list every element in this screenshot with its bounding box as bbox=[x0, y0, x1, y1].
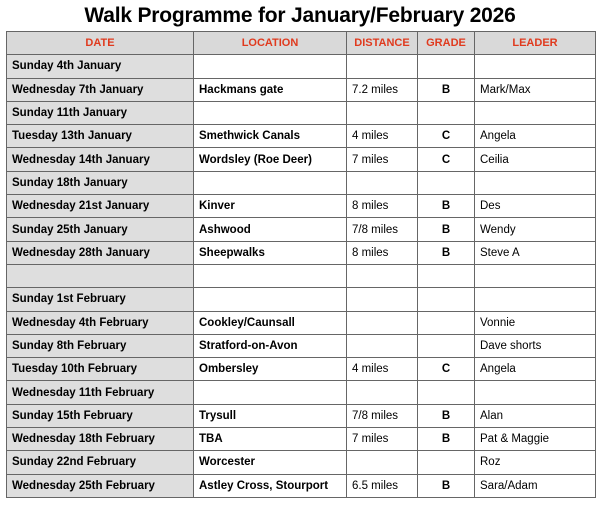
header-distance: DISTANCE bbox=[347, 32, 418, 55]
table-row bbox=[7, 55, 596, 78]
date-cell bbox=[7, 264, 194, 287]
header-date: DATE bbox=[7, 32, 194, 55]
table-row bbox=[7, 264, 596, 287]
grade-cell bbox=[418, 288, 475, 311]
location-cell: Kinver bbox=[194, 195, 347, 218]
grade-cell: B bbox=[418, 241, 475, 264]
distance-cell bbox=[347, 451, 418, 474]
date-cell: Wednesday 21st January bbox=[7, 195, 194, 218]
date-cell: Tuesday 10th February bbox=[7, 358, 194, 381]
date-cell: Sunday 1st February bbox=[7, 288, 194, 311]
grade-cell: B bbox=[418, 195, 475, 218]
table-row bbox=[7, 358, 596, 381]
table-row bbox=[7, 334, 596, 357]
distance-cell: 6.5 miles bbox=[347, 474, 418, 497]
distance-cell bbox=[347, 171, 418, 194]
location-cell: Smethwick Canals bbox=[194, 125, 347, 148]
table-row bbox=[7, 381, 596, 404]
leader-cell bbox=[475, 288, 596, 311]
location-cell: Sheepwalks bbox=[194, 241, 347, 264]
grade-cell bbox=[418, 311, 475, 334]
leader-cell: Angela bbox=[475, 125, 596, 148]
location-cell bbox=[194, 381, 347, 404]
location-cell: Worcester bbox=[194, 451, 347, 474]
header-location: LOCATION bbox=[194, 32, 347, 55]
date-cell: Wednesday 14th January bbox=[7, 148, 194, 171]
date-cell: Sunday 18th January bbox=[7, 171, 194, 194]
date-cell: Sunday 15th February bbox=[7, 404, 194, 427]
date-cell: Wednesday 28th January bbox=[7, 241, 194, 264]
grade-cell bbox=[418, 381, 475, 404]
grade-cell: B bbox=[418, 404, 475, 427]
leader-cell: Dave shorts bbox=[475, 334, 596, 357]
date-cell: Wednesday 11th February bbox=[7, 381, 194, 404]
grade-cell: C bbox=[418, 125, 475, 148]
leader-cell bbox=[475, 264, 596, 287]
distance-cell: 7/8 miles bbox=[347, 404, 418, 427]
grade-cell: C bbox=[418, 358, 475, 381]
table-row bbox=[7, 311, 596, 334]
page-title: Walk Programme for January/February 2026 bbox=[84, 4, 516, 27]
table-row bbox=[7, 241, 596, 264]
date-cell: Sunday 25th January bbox=[7, 218, 194, 241]
leader-cell bbox=[475, 55, 596, 78]
location-cell bbox=[194, 55, 347, 78]
location-cell: Ashwood bbox=[194, 218, 347, 241]
date-cell: Wednesday 7th January bbox=[7, 78, 194, 101]
distance-cell: 7.2 miles bbox=[347, 78, 418, 101]
location-cell: Trysull bbox=[194, 404, 347, 427]
grade-cell bbox=[418, 451, 475, 474]
location-cell bbox=[194, 288, 347, 311]
distance-cell: 7 miles bbox=[347, 428, 418, 451]
date-cell: Tuesday 13th January bbox=[7, 125, 194, 148]
grade-cell: B bbox=[418, 78, 475, 101]
table-row bbox=[7, 428, 596, 451]
leader-cell: Ceilia bbox=[475, 148, 596, 171]
grade-cell bbox=[418, 101, 475, 124]
location-cell: Wordsley (Roe Deer) bbox=[194, 148, 347, 171]
leader-cell: Vonnie bbox=[475, 311, 596, 334]
leader-cell bbox=[475, 381, 596, 404]
date-cell: Wednesday 4th February bbox=[7, 311, 194, 334]
distance-cell: 8 miles bbox=[347, 241, 418, 264]
table-row bbox=[7, 78, 596, 101]
table-row bbox=[7, 404, 596, 427]
location-cell: Ombersley bbox=[194, 358, 347, 381]
distance-cell bbox=[347, 264, 418, 287]
distance-cell: 7/8 miles bbox=[347, 218, 418, 241]
location-cell bbox=[194, 101, 347, 124]
table-row bbox=[7, 148, 596, 171]
location-cell bbox=[194, 171, 347, 194]
distance-cell: 7 miles bbox=[347, 148, 418, 171]
leader-cell: Mark/Max bbox=[475, 78, 596, 101]
leader-cell: Steve A bbox=[475, 241, 596, 264]
leader-cell bbox=[475, 171, 596, 194]
date-cell: Wednesday 18th February bbox=[7, 428, 194, 451]
table-row bbox=[7, 451, 596, 474]
leader-cell: Alan bbox=[475, 404, 596, 427]
grade-cell bbox=[418, 55, 475, 78]
location-cell: Astley Cross, Stourport bbox=[194, 474, 347, 497]
date-cell: Sunday 4th January bbox=[7, 55, 194, 78]
distance-cell bbox=[347, 311, 418, 334]
date-cell: Sunday 22nd February bbox=[7, 451, 194, 474]
leader-cell bbox=[475, 101, 596, 124]
grade-cell bbox=[418, 171, 475, 194]
leader-cell: Sara/Adam bbox=[475, 474, 596, 497]
table-row bbox=[7, 101, 596, 124]
table-row bbox=[7, 288, 596, 311]
grade-cell bbox=[418, 334, 475, 357]
distance-cell bbox=[347, 101, 418, 124]
table-row bbox=[7, 171, 596, 194]
location-cell bbox=[194, 264, 347, 287]
walk-programme-table bbox=[6, 31, 596, 498]
grade-cell: B bbox=[418, 474, 475, 497]
leader-cell: Pat & Maggie bbox=[475, 428, 596, 451]
date-cell: Sunday 11th January bbox=[7, 101, 194, 124]
distance-cell bbox=[347, 381, 418, 404]
grade-cell: B bbox=[418, 218, 475, 241]
location-cell: Stratford-on-Avon bbox=[194, 334, 347, 357]
leader-cell: Wendy bbox=[475, 218, 596, 241]
header-leader: LEADER bbox=[475, 32, 596, 55]
date-cell: Sunday 8th February bbox=[7, 334, 194, 357]
distance-cell bbox=[347, 334, 418, 357]
header-row bbox=[7, 32, 596, 55]
header-grade: GRADE bbox=[418, 32, 475, 55]
location-cell: Cookley/Caunsall bbox=[194, 311, 347, 334]
grade-cell: B bbox=[418, 428, 475, 451]
location-cell: TBA bbox=[194, 428, 347, 451]
distance-cell bbox=[347, 288, 418, 311]
date-cell: Wednesday 25th February bbox=[7, 474, 194, 497]
grade-cell: C bbox=[418, 148, 475, 171]
distance-cell: 4 miles bbox=[347, 358, 418, 381]
leader-cell: Roz bbox=[475, 451, 596, 474]
table-row bbox=[7, 125, 596, 148]
leader-cell: Angela bbox=[475, 358, 596, 381]
table-row bbox=[7, 195, 596, 218]
table-row bbox=[7, 218, 596, 241]
distance-cell: 4 miles bbox=[347, 125, 418, 148]
table-row bbox=[7, 474, 596, 497]
grade-cell bbox=[418, 264, 475, 287]
distance-cell: 8 miles bbox=[347, 195, 418, 218]
location-cell: Hackmans gate bbox=[194, 78, 347, 101]
distance-cell bbox=[347, 55, 418, 78]
leader-cell: Des bbox=[475, 195, 596, 218]
